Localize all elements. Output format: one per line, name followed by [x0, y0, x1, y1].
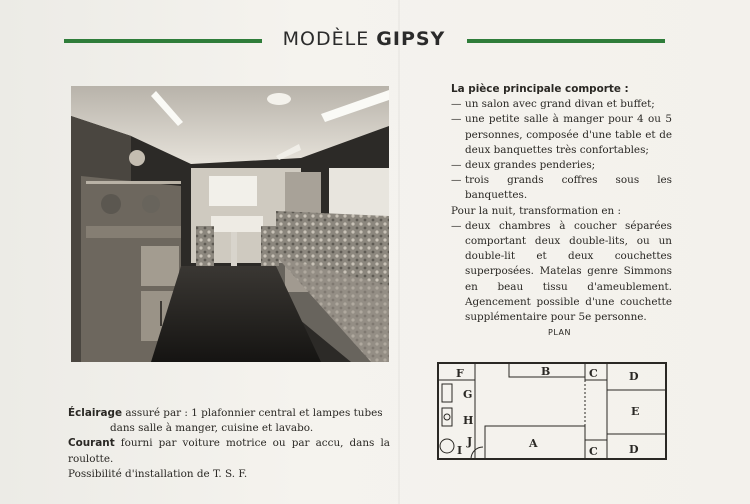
plan-label-E: E — [631, 405, 640, 418]
rooms-description — [451, 82, 672, 325]
lighting-text-continued: dans salle à manger, cuisine et lavabo. — [110, 422, 314, 435]
lighting-and-power — [68, 406, 390, 482]
plan-label-F: F — [456, 367, 464, 380]
plan-label-D: D — [629, 443, 639, 456]
rooms-item: — une petite salle à manger pour 4 ou 5 personnes, composée d'une table et de deux banquettes très confortables; — [451, 113, 672, 156]
title-rule-left — [64, 39, 262, 43]
lighting-label: Éclairage — [68, 407, 123, 419]
plan-label-H: H — [463, 414, 474, 427]
rooms-item: — trois grands coffres sous les banquettes. — [451, 174, 672, 202]
current-label: Courant — [68, 437, 115, 450]
tsf-line: Possibilité d'installation de T. S. F. — [68, 467, 248, 480]
plan-label-D: D — [629, 370, 639, 383]
title-brand: GIPSY — [376, 28, 446, 50]
night-heading: Pour la nuit, transformation en : — [451, 204, 621, 217]
plan-label-C: C — [589, 445, 598, 458]
plan-label-I: I — [457, 444, 463, 457]
lighting-text: assuré par : 1 plafonnier central et lampes tubes — [125, 407, 383, 419]
page-title — [264, 28, 464, 50]
title-row — [64, 30, 664, 56]
rooms-item: — deux grandes penderies; — [451, 159, 596, 172]
lighting-line — [68, 406, 390, 421]
plan-label-A: A — [529, 437, 538, 450]
caravan-interior-photo — [71, 86, 389, 362]
current-line — [68, 436, 390, 466]
rooms-heading: La pièce principale comporte : — [451, 83, 629, 95]
current-text: fourni par voiture motrice ou par accu, dans la roulotte. — [68, 437, 390, 465]
page-fold — [398, 0, 400, 504]
plan-label-G: G — [463, 388, 473, 401]
title-prefix: MODÈLE — [282, 28, 370, 50]
floor-plan — [437, 362, 667, 460]
plan-label-B: B — [541, 365, 551, 378]
title-rule-right — [467, 39, 665, 43]
plan-label-C: C — [589, 367, 598, 380]
plan-label: PLAN — [548, 328, 571, 337]
night-item: — deux chambres à coucher séparées comportant deux double-lits, ou un double-lit et deux couchettes superposées. Matelas genre Simmons en beau tissu d'ameublement. Agencement possible d'une couchette supplémentaire pour 5e personne. — [451, 219, 672, 324]
rooms-item: — un salon avec grand divan et buffet; — [451, 98, 655, 111]
plan-label-J: J — [467, 435, 473, 448]
